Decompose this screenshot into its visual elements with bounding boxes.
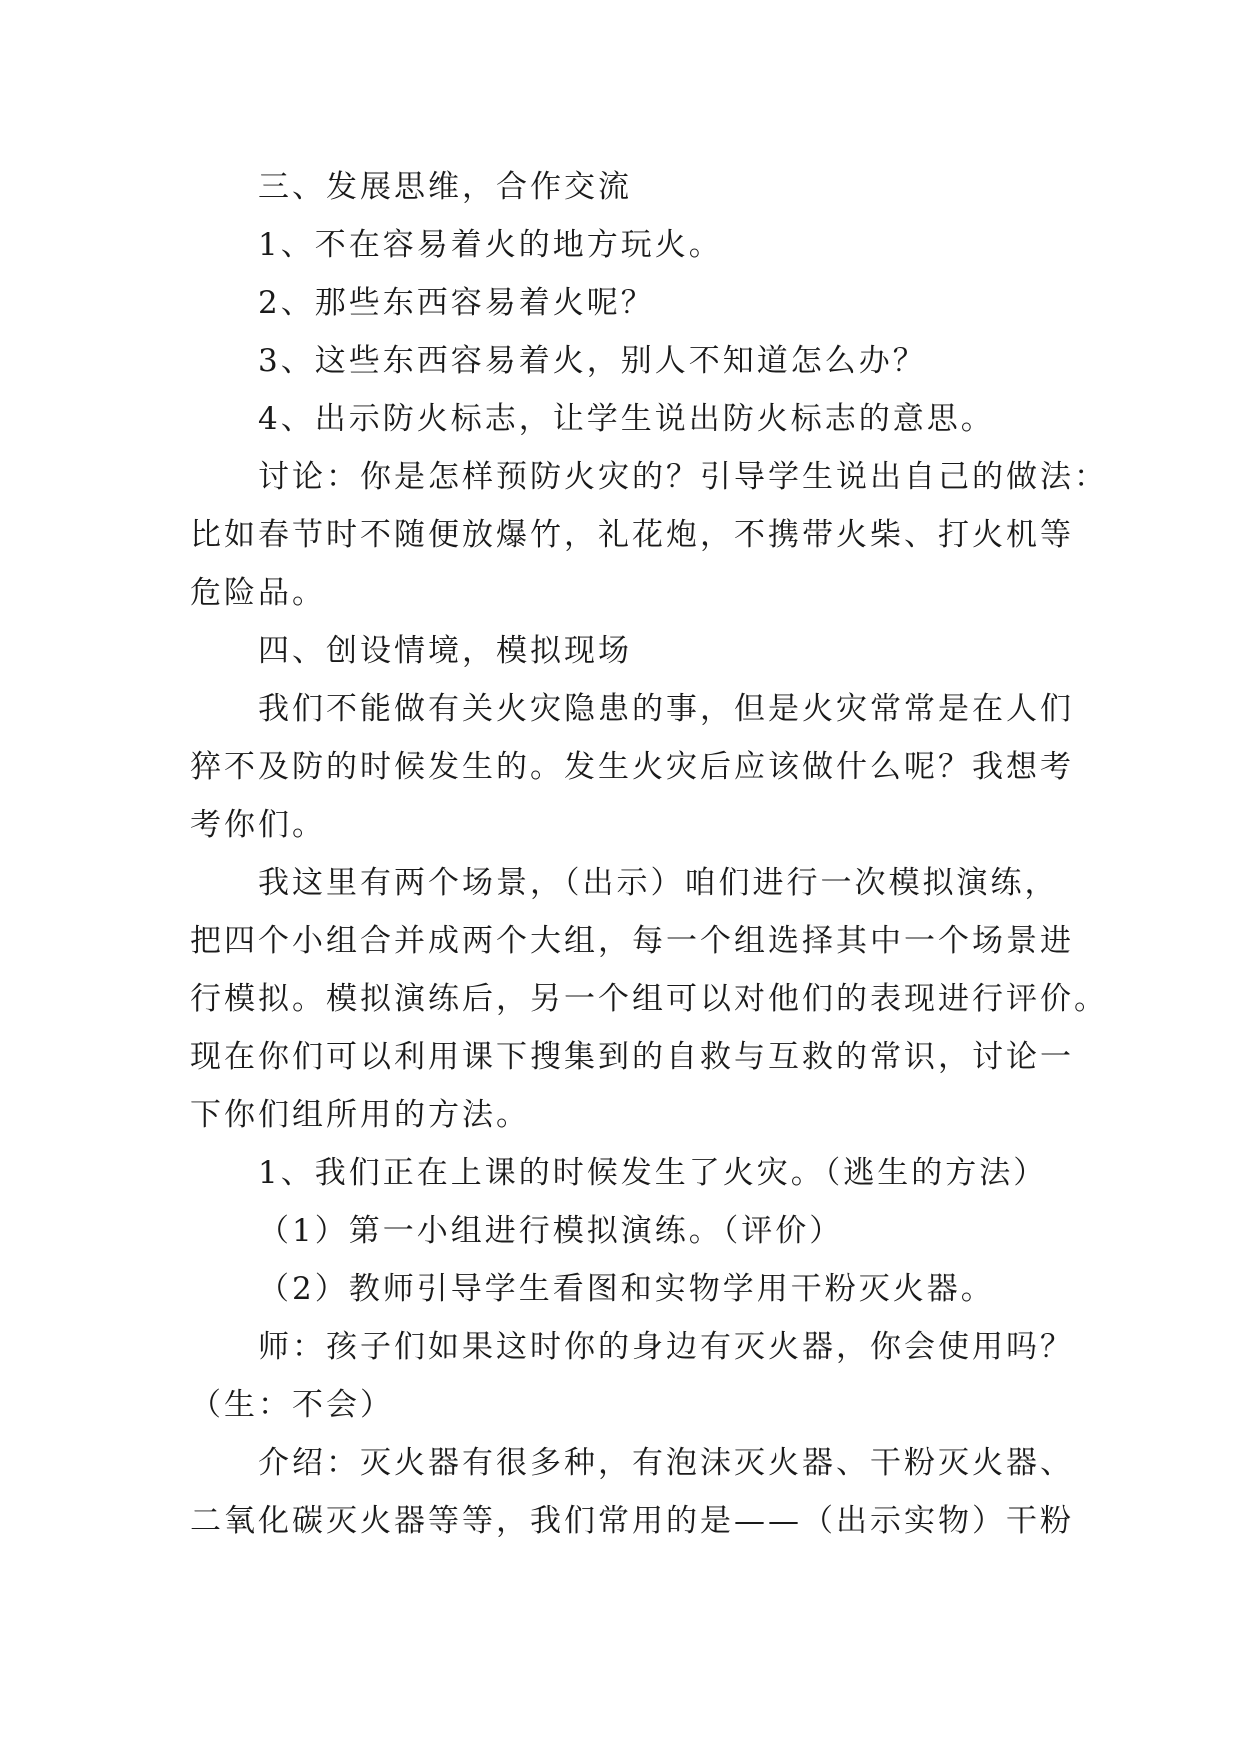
paragraph-line: 猝不及防的时候发生的。发生火灾后应该做什么呢？我想考 <box>190 749 1074 785</box>
section-heading-4: 四、创设情境，模拟现场 <box>258 633 632 669</box>
paragraph-line: （生：不会） <box>190 1387 394 1423</box>
paragraph-line: 考你们。 <box>190 807 326 843</box>
paragraph-line: 我这里有两个场景，（出示）咱们进行一次模拟演练， <box>258 865 1059 901</box>
list-item-3: 3、这些东西容易着火，别人不知道怎么办？ <box>258 343 927 379</box>
paragraph-line: 比如春节时不随便放爆竹，礼花炮，不携带火柴、打火机等 <box>190 517 1074 553</box>
sub-item-1: （1）第一小组进行模拟演练。（评价） <box>258 1213 844 1249</box>
list-item-1: 1、不在容易着火的地方玩火。 <box>258 227 723 263</box>
list-item-4: 4、出示防火标志，让学生说出防火标志的意思。 <box>258 401 995 437</box>
paragraph-line: 我们不能做有关火灾隐患的事，但是火灾常常是在人们 <box>258 691 1074 727</box>
sub-item-2: （2）教师引导学生看图和实物学用干粉灭火器。 <box>258 1271 995 1307</box>
paragraph-line: 危险品。 <box>190 575 326 611</box>
paragraph-line: 行模拟。模拟演练后，另一个组可以对他们的表现进行评价。 <box>190 981 1108 1017</box>
list-item-scenario-1: 1、我们正在上课的时候发生了火灾。（逃生的方法） <box>258 1155 1048 1191</box>
paragraph-line: 师：孩子们如果这时你的身边有灭火器，你会使用吗？ <box>258 1329 1074 1365</box>
paragraph-line: 二氧化碳灭火器等等，我们常用的是——（出示实物）干粉 <box>190 1503 1074 1539</box>
paragraph-line: 现在你们可以利用课下搜集到的自救与互救的常识，讨论一 <box>190 1039 1074 1075</box>
paragraph-line: 把四个小组合并成两个大组，每一个组选择其中一个场景进 <box>190 923 1074 959</box>
paragraph-line: 讨论：你是怎样预防火灾的？引导学生说出自己的做法： <box>258 459 1108 495</box>
list-item-2: 2、那些东西容易着火呢？ <box>258 285 655 321</box>
paragraph-line: 下你们组所用的方法。 <box>190 1097 530 1133</box>
paragraph-line: 介绍：灭火器有很多种，有泡沫灭火器、干粉灭火器、 <box>258 1445 1074 1481</box>
section-heading-3: 三、发展思维，合作交流 <box>258 169 632 205</box>
